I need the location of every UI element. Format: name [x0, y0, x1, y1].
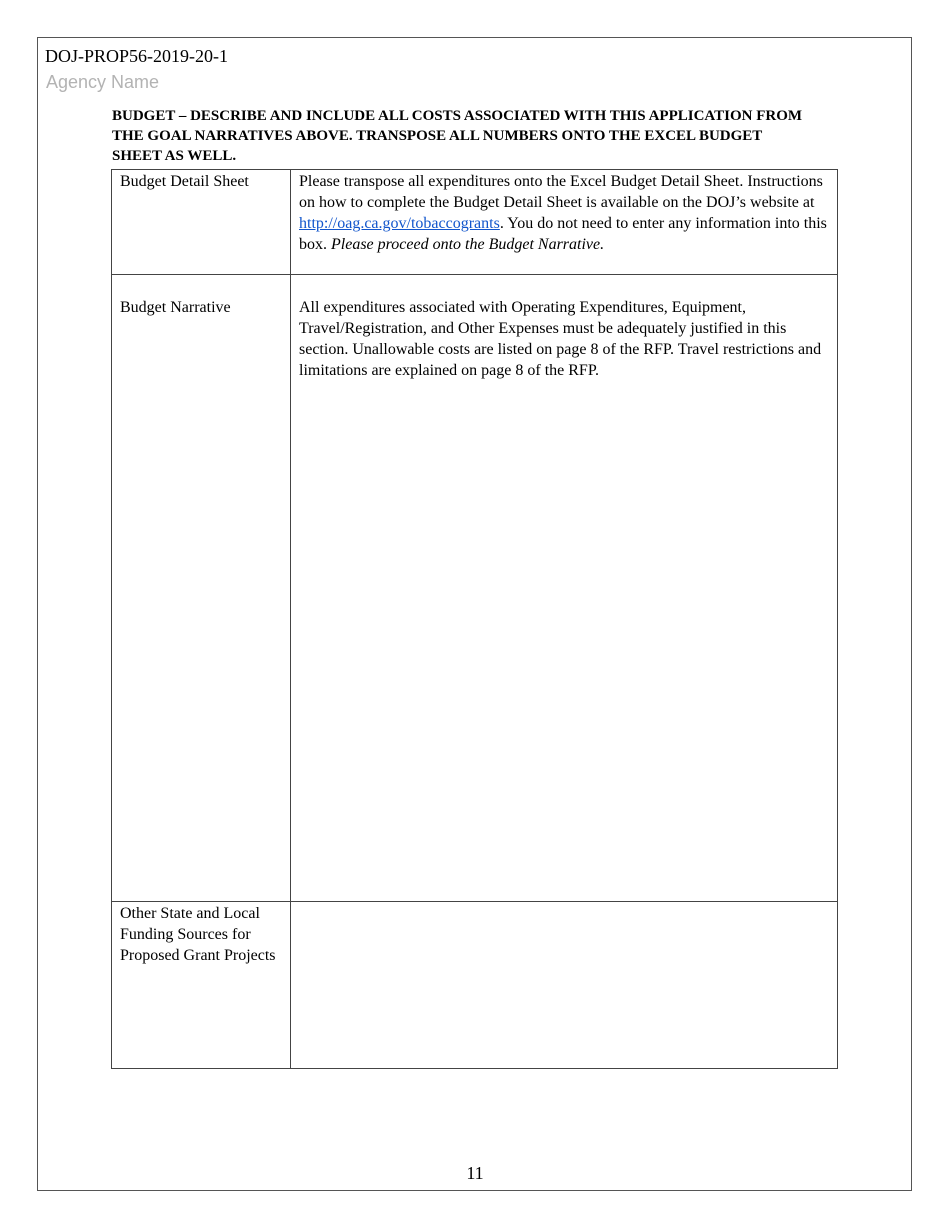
other-funding-input[interactable]: [291, 902, 838, 1069]
budget-table: [111, 169, 838, 1069]
budget-narrative-text: All expenditures associated with Operating Expenditures, Equipment, Travel/Registration, and Other Expenses must be adequately justified in this section. Unallowable costs are listed on page 8 of the RFP. Travel restrictions and limitations are explained on page 8 of the RFP.: [299, 299, 822, 379]
budget-detail-text: Please transpose all expenditures onto the Excel Budget Detail Sheet. Instructions on how to complete the Budget Detail Sheet is available on the DOJ’s website at: [299, 173, 823, 211]
budget-narrative-label: Budget Narrative: [112, 275, 291, 902]
table-row-other-funding: [112, 902, 838, 1069]
agency-name-field[interactable]: Agency Name: [46, 72, 160, 92]
page-number: 11: [466, 1163, 484, 1183]
table-row-budget-detail: [112, 170, 838, 275]
budget-detail-text-after-link: . You do not need to enter any information into this box.: [299, 215, 827, 253]
document-id: DOJ-PROP56-2019-20-1: [45, 46, 229, 66]
budget-section-heading: BUDGET – DESCRIBE AND INCLUDE ALL COSTS ASSOCIATED WITH THIS APPLICATION FROM THE GOAL NARRATIVES ABOVE. TRANSPOSE ALL NUMBERS ONTO THE EXCEL BUDGET SHEET AS WELL.: [112, 108, 803, 164]
tobacco-grants-link[interactable]: http://oag.ca.gov/tobaccogrants: [299, 215, 500, 232]
other-funding-label: Other State and Local Funding Sources for Proposed Grant Projects: [112, 902, 291, 1069]
table-row-budget-narrative: [112, 275, 838, 902]
budget-detail-proceed-note: Please proceed onto the Budget Narrative.: [331, 236, 605, 253]
budget-detail-instructions: [291, 170, 838, 275]
budget-narrative-input[interactable]: [291, 275, 838, 902]
budget-detail-label: Budget Detail Sheet: [112, 170, 291, 275]
